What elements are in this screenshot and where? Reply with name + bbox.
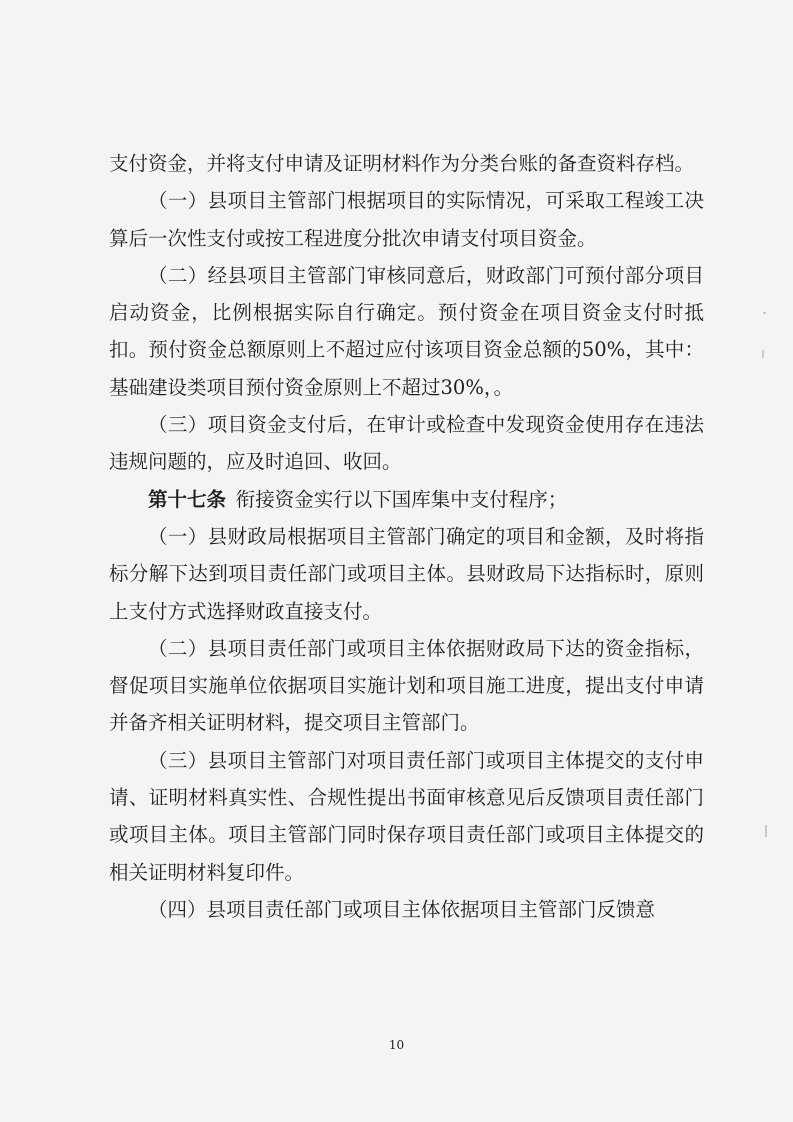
paragraph-8: （三）县项目主管部门对项目责任部门或项目主体提交的支付申请、证明材料真实性、合规性提出书面审核意见后反馈项目责任部门或项目主体。项目主管部门同时保存项目责任部门或项目主体提交的相关证明材料复印件。 [109, 748, 704, 884]
article-heading: 第十七条 [148, 487, 227, 511]
paragraph-9: （四）县项目责任部门或项目主体依据项目主管部门反馈意 [148, 897, 656, 921]
article-17-paragraph: 第十七条 衔接资金实行以下国库集中支付程序； [148, 487, 568, 511]
paragraph-4: （三）项目资金支付后，在审计或检查中发现资金使用存在违法违规问题的，应及时追回、收回。 [109, 413, 704, 474]
scan-mark [763, 312, 766, 314]
scan-mark [762, 350, 764, 358]
paragraph-3: （二）经县项目主管部门审核同意后，财政部门可预付部分项目启动资金，比例根据实际自行确定。预付资金在项目资金支付时抵扣。预付资金总额原则上不超过应付该项目资金总额的50%，其中：基础建设类项目预付资金原则上不超过30%，。 [109, 263, 704, 399]
paragraph-2: （一）县项目主管部门根据项目的实际情况，可采取工程竣工决算后一次性支付或按工程进度分批次申请支付项目资金。 [109, 189, 704, 250]
document-body [109, 145, 704, 928]
paragraph-6: （一）县财政局根据项目主管部门确定的项目和金额，及时将指标分解下达到项目责任部门或项目主体。县财政局下达指标时，原则上支付方式选择财政直接支付。 [109, 524, 704, 623]
paragraph-7: （二）县项目责任部门或项目主体依据财政局下达的资金指标，督促项目实施单位依据项目实施计划和项目施工进度，提出支付申请并备齐相关证明材料，提交项目主管部门。 [109, 636, 704, 735]
scan-mark [765, 825, 767, 837]
paragraph-1: 支付资金，并将支付申请及证明材料作为分类台账的备查资料存档。 [109, 152, 695, 175]
page-number: 10 [388, 1038, 405, 1052]
